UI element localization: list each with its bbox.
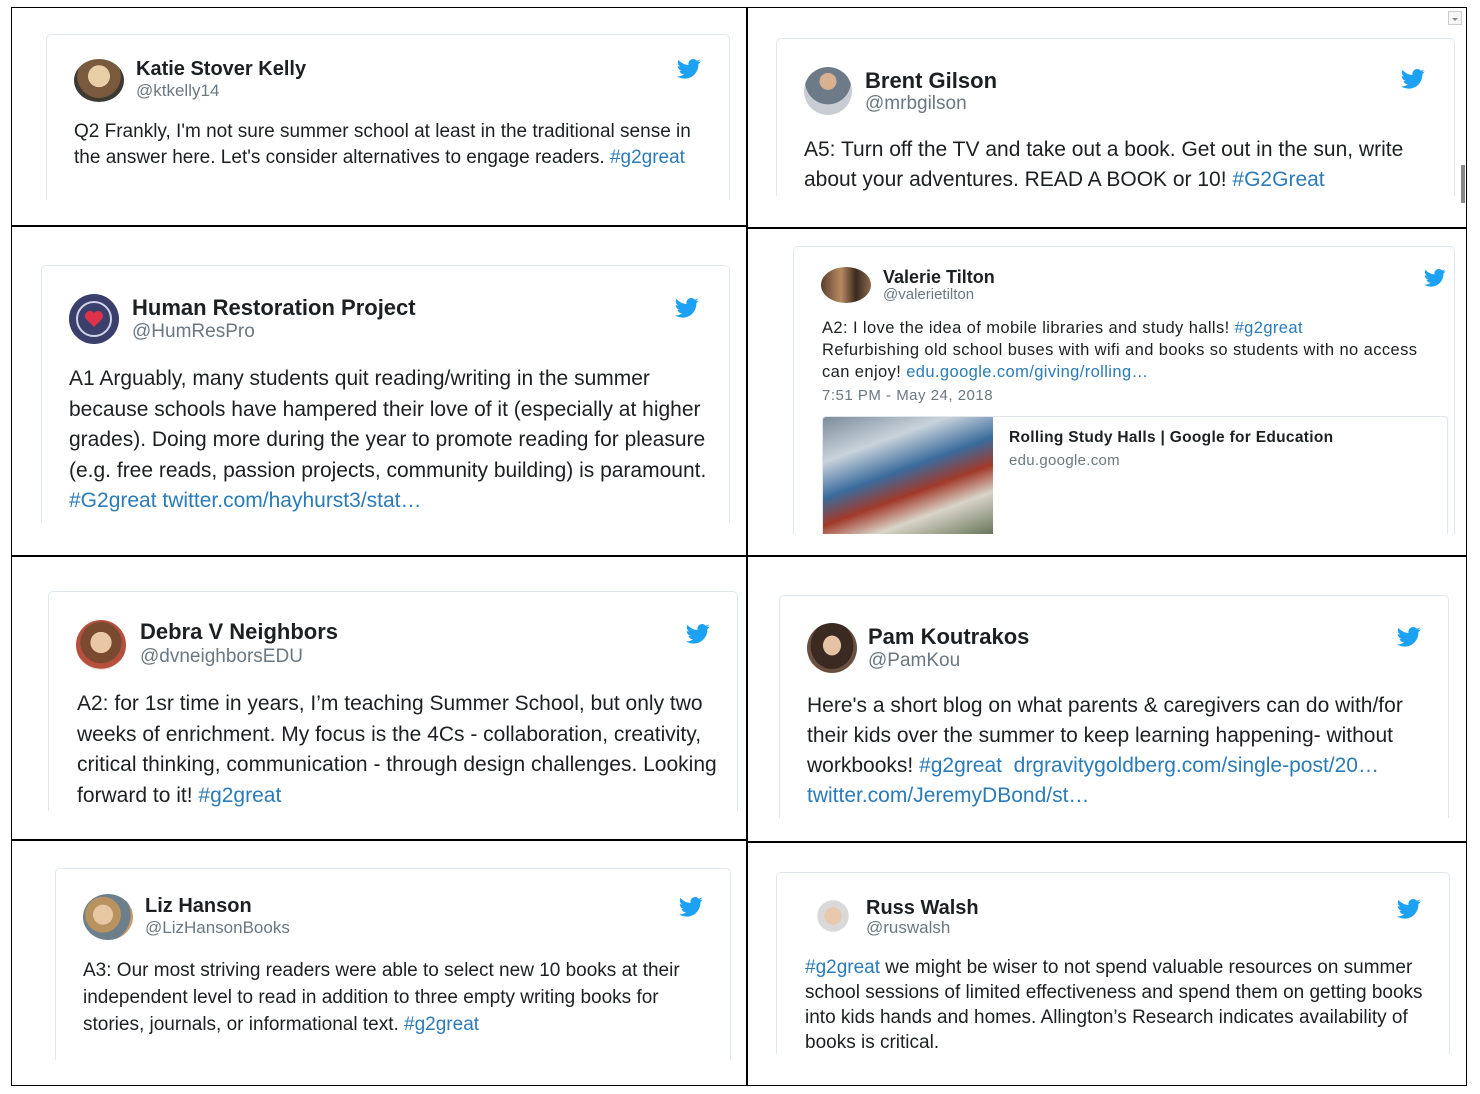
tweet-text <box>807 691 1437 811</box>
tweet-body: A2: for 1sr time in years, I’m teaching Summer School, but only two weeks of enrichment. My focus is the 4Cs - collaboration, creativity, critical thinking, communication - through design challenges. Looking forward to it! <box>77 692 717 807</box>
avatar[interactable] <box>69 294 119 344</box>
tweet-body: Q2 Frankly, I'm not sure summer school at least in the traditional sense in the answer here. Let's consider alternatives to engage readers. <box>74 121 691 168</box>
tweet-text <box>74 119 714 171</box>
row-divider-3 <box>11 839 747 841</box>
twitter-bird-icon[interactable] <box>675 298 699 318</box>
author-handle[interactable]: @LizHansonBooks <box>145 918 290 937</box>
author-handle[interactable]: @dvneighborsEDU <box>140 646 303 667</box>
hashtag-link[interactable]: #g2great <box>919 754 1002 777</box>
hashtag-link[interactable]: #G2great <box>69 489 157 512</box>
scrollbar[interactable] <box>1461 165 1465 203</box>
author-name[interactable]: Debra V Neighbors <box>140 619 339 644</box>
author-name[interactable]: Russ Walsh <box>866 897 979 919</box>
tweet-card[interactable] <box>776 38 1455 196</box>
tweet-card[interactable] <box>46 34 730 200</box>
author-name[interactable]: Brent Gilson <box>865 68 998 93</box>
tweet-body: A3: Our most striving readers were able to select new 10 books at their independent level to read in addition to three empty writing books for stories, journals, or informational text. <box>83 960 680 1035</box>
twitter-bird-icon[interactable] <box>677 59 701 79</box>
quoted-tweet-link[interactable]: twitter.com/hayhurst3/stat… <box>162 489 422 512</box>
tweet-card[interactable] <box>793 246 1455 534</box>
dropdown-arrow-icon[interactable] <box>1448 11 1462 25</box>
tweet-body: A2: I love the idea of mobile libraries and study halls! <box>822 319 1230 337</box>
tweet-body: A1 Arguably, many students quit reading/writing in the summer because schools have hampered their love of it (especially at higher grades). Doing more during the year to promote reading for pleasure (e.g. free reads, passion projects, community building) is paramount. <box>69 367 707 482</box>
twitter-bird-icon[interactable] <box>686 624 710 644</box>
tweet-text <box>83 957 708 1038</box>
quoted-tweet-link[interactable]: twitter.com/JeremyDBond/st… <box>807 784 1090 807</box>
tweet-text <box>69 364 709 517</box>
external-link[interactable]: edu.google.com/giving/rolling… <box>906 363 1149 381</box>
preview-image <box>823 417 993 534</box>
avatar[interactable] <box>821 267 871 303</box>
author-name[interactable]: Valerie Tilton <box>883 267 995 287</box>
hashtag-link[interactable]: #g2great <box>404 1014 480 1035</box>
row-divider-2 <box>11 555 1467 557</box>
column-divider <box>746 7 748 1086</box>
timestamp[interactable]: 7:51 PM - May 24, 2018 <box>822 387 994 404</box>
avatar[interactable] <box>811 898 855 938</box>
twitter-bird-icon[interactable] <box>1424 269 1446 287</box>
avatar[interactable] <box>76 620 126 670</box>
external-link[interactable]: drgravitygoldberg.com/single-post/20… <box>1013 754 1379 777</box>
author-name[interactable]: Pam Koutrakos <box>868 624 1030 649</box>
author-handle[interactable]: @HumResPro <box>132 321 255 342</box>
avatar[interactable] <box>83 894 133 940</box>
link-preview-card[interactable] <box>822 416 1448 534</box>
row-divider-1 <box>11 225 747 227</box>
hashtag-link[interactable]: #G2Great <box>1232 168 1325 191</box>
tweet-text <box>822 317 1442 383</box>
preview-title: Rolling Study Halls | Google for Education <box>1009 429 1334 446</box>
avatar[interactable] <box>807 623 857 673</box>
tweet-card[interactable] <box>41 265 730 523</box>
twitter-bird-icon[interactable] <box>1397 627 1421 647</box>
author-name[interactable]: Human Restoration Project <box>132 295 416 320</box>
tweet-card[interactable] <box>48 591 738 811</box>
twitter-bird-icon[interactable] <box>1401 69 1425 89</box>
tweet-card[interactable] <box>55 868 731 1060</box>
hashtag-link[interactable]: #g2great <box>805 957 881 978</box>
author-handle[interactable]: @valerietilton <box>883 286 975 303</box>
tweet-card[interactable] <box>779 595 1449 818</box>
avatar[interactable] <box>804 67 852 115</box>
tweet-body: Here's a short blog on what parents & caregivers can do with/for their kids over the summer to keep learning happening- without workbooks! <box>807 694 1403 777</box>
preview-domain: edu.google.com <box>1009 452 1120 469</box>
author-handle[interactable]: @ktkelly14 <box>136 81 220 100</box>
twitter-bird-icon[interactable] <box>679 897 703 917</box>
heart-logo-icon <box>69 294 119 344</box>
tweet-text <box>805 955 1435 1054</box>
tweet-card[interactable] <box>776 872 1450 1054</box>
author-name[interactable]: Liz Hanson <box>145 895 252 917</box>
author-handle[interactable]: @ruswalsh <box>866 918 951 937</box>
avatar[interactable] <box>74 59 124 102</box>
twitter-bird-icon[interactable] <box>1397 899 1421 919</box>
hashtag-link[interactable]: #g2great <box>1234 319 1303 337</box>
row-divider-3b <box>746 841 1467 843</box>
tweet-body: we might be wiser to not spend valuable resources on summer school sessions of limited effectiveness and spend them on getting books into kids hands and homes. Allington’s Research indicates availability of books is critical. <box>805 957 1423 1053</box>
row-divider-1b <box>746 227 1467 229</box>
tweet-text <box>77 689 722 811</box>
hashtag-link[interactable]: #g2great <box>198 783 282 807</box>
hashtag-link[interactable]: #g2great <box>609 147 685 168</box>
tweet-body: A5: Turn off the TV and take out a book. Get out in the sun, write about your adventures. READ A BOOK or 10! <box>804 138 1404 191</box>
tweet-text <box>804 135 1444 195</box>
author-name[interactable]: Katie Stover Kelly <box>136 58 307 80</box>
tweet-body-cont: Refurbishing old school buses with wifi and books so students with no access can enjoy! <box>822 341 1418 381</box>
author-handle[interactable]: @PamKou <box>868 650 961 671</box>
author-handle[interactable]: @mrbgilson <box>865 93 967 114</box>
